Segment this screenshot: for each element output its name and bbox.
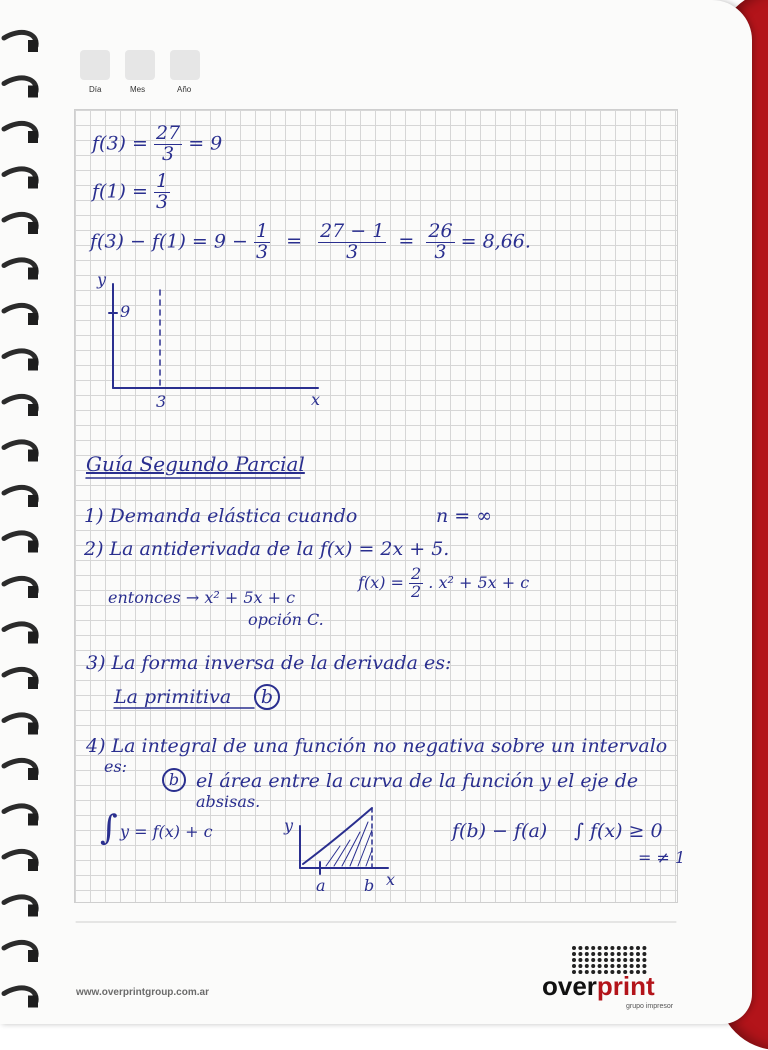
graph1-y-label: y — [97, 270, 107, 289]
graph1-x-label: x — [311, 390, 321, 409]
integral-inequality: ∫ f(x) ≥ 0 — [574, 820, 663, 842]
logo-dot — [630, 946, 634, 950]
question-2-option: opción C. — [248, 610, 324, 629]
line-f3: f(3) = $\frac{27}{3}$ = 9 — [92, 122, 223, 165]
ring-hole — [28, 677, 38, 689]
fraction: $\frac{1}{3}$ — [255, 220, 269, 263]
difference-fb-fa: f(b) − f(a) — [452, 820, 548, 842]
integral-expression: y = f(x) + c — [120, 822, 213, 841]
logo-dot — [642, 964, 646, 968]
logo-dot — [623, 952, 627, 956]
ring-hole — [28, 222, 38, 234]
logo-dot — [604, 964, 608, 968]
logo-wordmark: overprint — [542, 971, 655, 1001]
year-label: Año — [177, 85, 192, 94]
logo-dot — [578, 946, 582, 950]
logo-dot — [623, 958, 627, 962]
logo-dot — [578, 964, 582, 968]
logo-dot — [585, 958, 589, 962]
day-label: Día — [89, 85, 102, 94]
logo-dot — [572, 952, 576, 956]
line-f1: f(1) = $\frac{1}{3}$ — [92, 170, 169, 213]
fraction: $\frac{27 - 1}{3}$ — [320, 220, 385, 263]
graph1-x-tick: 3 — [156, 392, 167, 411]
logo-dot — [636, 952, 640, 956]
line-difference: f(3) − f(1) = 9 − $\frac{1}{3}$ = $\frac{27 - 1}{3}$ = $\frac{26}{3}$ = 8,66. — [90, 220, 531, 263]
logo-dot — [604, 958, 608, 962]
logo-dot — [630, 964, 634, 968]
logo-dot — [636, 946, 640, 950]
question-1-answer: n = ∞ — [436, 505, 493, 527]
logo-dot — [623, 964, 627, 968]
logo-dot — [585, 952, 589, 956]
ring-hole — [28, 404, 38, 416]
logo-dot — [623, 946, 627, 950]
question-4-option-circle: b — [162, 768, 186, 792]
logo-dot — [642, 952, 646, 956]
ring-hole — [28, 814, 38, 826]
logo-dot — [636, 964, 640, 968]
logo-dot — [598, 964, 602, 968]
year-box — [170, 50, 200, 80]
ring-hole — [28, 586, 38, 598]
ring-hole — [28, 632, 38, 644]
integral-sign: ∫ — [100, 808, 118, 848]
logo-dot — [572, 946, 576, 950]
overprint-logo — [540, 945, 680, 1015]
ring-hole — [28, 950, 38, 962]
logo-dot — [604, 952, 608, 956]
ring-hole — [28, 40, 38, 52]
ring-hole — [28, 723, 38, 735]
ring-hole — [28, 177, 38, 189]
logo-dot — [598, 958, 602, 962]
logo-dot — [591, 964, 595, 968]
logo-dot — [610, 946, 614, 950]
ring-hole — [28, 313, 38, 325]
ring-hole — [28, 495, 38, 507]
logo-dot — [617, 952, 621, 956]
month-box — [125, 50, 155, 80]
logo-dot — [630, 952, 634, 956]
ring-hole — [28, 450, 38, 462]
logo-dot — [617, 958, 621, 962]
fraction: $\frac{27}{3}$ — [155, 122, 181, 165]
ring-hole — [28, 996, 38, 1008]
question-2-answer: entonces → x² + 5x + c — [108, 588, 296, 607]
logo-dot — [591, 958, 595, 962]
logo-subtitle: grupo impresor — [626, 1003, 674, 1010]
question-4-answer-line1: el área entre la curva de la función y el eje de — [196, 770, 639, 792]
logo-dot — [591, 946, 595, 950]
fraction: $\frac{26}{3}$ — [428, 220, 453, 263]
logo-dot — [610, 952, 614, 956]
ring-hole — [28, 131, 38, 143]
ring-hole — [28, 86, 38, 98]
graph2-y-label: y — [284, 816, 294, 835]
question-1: 1) Demanda elástica cuando — [84, 505, 358, 527]
question-2: 2) La antiderivada de la f(x) = 2x + 5. — [84, 538, 450, 560]
guide-title: Guía Segundo Parcial — [86, 452, 305, 476]
logo-dot — [630, 958, 634, 962]
logo-dot — [585, 946, 589, 950]
graph2-a-label: a — [316, 876, 326, 895]
question-3-answer: La primitiva — [114, 686, 232, 708]
logo-dot — [642, 946, 646, 950]
ring-hole — [28, 541, 38, 553]
logo-dot — [598, 952, 602, 956]
logo-dot — [578, 952, 582, 956]
graph1-y-tick: 9 — [120, 302, 131, 321]
footer-url: www.overprintgroup.com.ar — [76, 987, 209, 998]
spiral-binding — [0, 0, 44, 1024]
ring-hole — [28, 905, 38, 917]
inequality-note: = ≠ 1 — [638, 848, 686, 867]
graph2-x-label: x — [386, 870, 396, 889]
graph2-b-label: b — [364, 876, 375, 895]
logo-dot — [636, 958, 640, 962]
day-box — [80, 50, 110, 80]
ring-hole — [28, 768, 38, 780]
logo-dot — [617, 946, 621, 950]
fraction: $\frac{2}{2}$ — [411, 564, 422, 601]
fraction: $\frac{1}{3}$ — [155, 170, 169, 213]
question-4: 4) La integral de una función no negativa sobre un intervalo — [86, 735, 668, 757]
logo-dot — [604, 946, 608, 950]
question-3: 3) La forma inversa de la derivada es: — [86, 652, 452, 674]
logo-dot — [642, 958, 646, 962]
logo-dot — [578, 958, 582, 962]
ring-hole — [28, 268, 38, 280]
logo-dot — [598, 946, 602, 950]
logo-dot — [610, 964, 614, 968]
logo-dot — [610, 958, 614, 962]
question-2-work: f(x) = $\frac{2}{2}$ . x² + 5x + c — [358, 564, 530, 601]
question-4-es: es: — [104, 757, 128, 776]
logo-dot — [591, 952, 595, 956]
logo-dot — [572, 964, 576, 968]
ring-hole — [28, 359, 38, 371]
question-3-option-circle: b — [254, 684, 280, 710]
ring-hole — [28, 859, 38, 871]
logo-dot — [617, 964, 621, 968]
month-label: Mes — [130, 85, 146, 94]
question-4-answer-line2: absisas. — [196, 792, 261, 811]
logo-dot — [585, 964, 589, 968]
logo-dot — [572, 958, 576, 962]
